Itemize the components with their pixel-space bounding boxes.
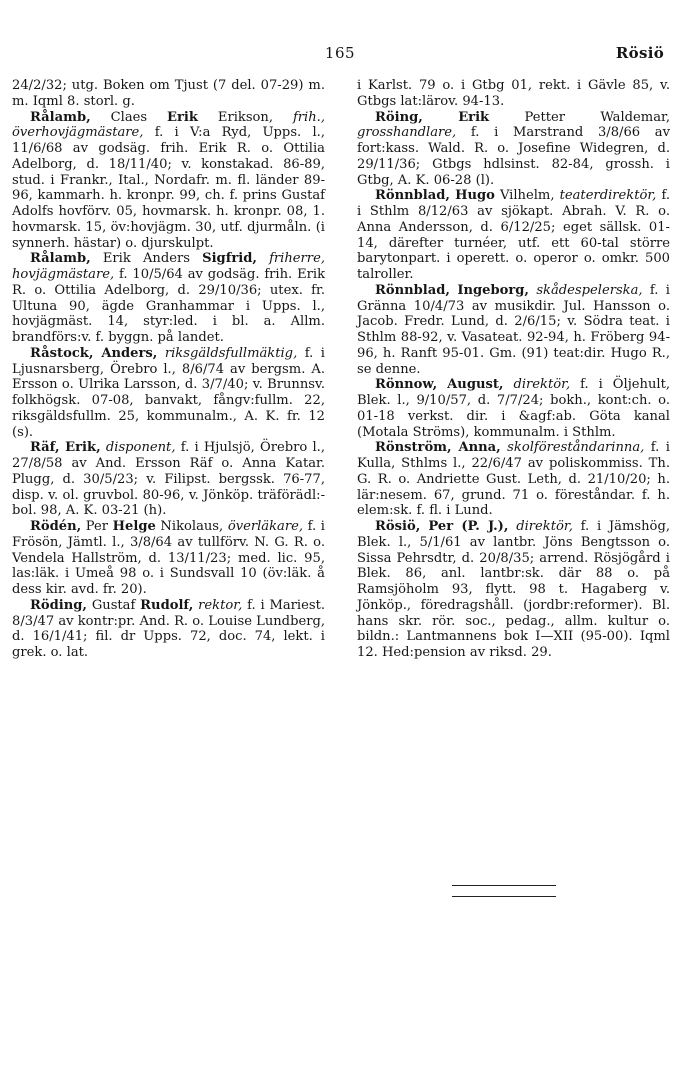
entry-surname: Röding, xyxy=(30,597,87,613)
entry-title: överläkare, xyxy=(227,519,304,534)
biography-entry xyxy=(12,598,325,661)
entry-title: rektor, xyxy=(198,597,243,613)
entry-text: f. i Sthlm 8/12/63 av sjökapt. Abrah. V. R. o. Anna Andersson, d. 6/12/25; eget sällsk. 01-14, därefter turnéer, utf. ett 60-tal större barytonpart. i operett. o. operor o. omkr. 500 talroller. xyxy=(357,188,670,282)
entry-continuation xyxy=(12,78,325,110)
entry-continuation xyxy=(357,78,670,110)
entry-call-name: Helge xyxy=(112,519,156,534)
biography-entry xyxy=(357,283,670,378)
entry-call-name: Ingeborg, xyxy=(457,282,529,298)
biography-entry xyxy=(12,110,325,252)
right-column xyxy=(357,78,670,661)
entry-given-names-rest: Petter Waldemar, xyxy=(524,109,670,125)
biography-entry xyxy=(12,251,325,346)
entry-title: friherre, hovjägmästare, xyxy=(12,251,325,282)
biography-entry xyxy=(357,519,670,661)
entry-given-names-rest: Vilhelm, xyxy=(499,188,555,204)
entry-given-names-rest: Erikson, xyxy=(217,109,274,125)
entry-surname: Rönström, Anna, xyxy=(375,440,501,456)
end-rule-second xyxy=(452,896,556,897)
entry-text: f. i Hjulsjö, Örebro l., 27/8/58 av And. Ersson Räf o. Anna Katar. Plugg, d. 30/5/23; v. Filipst. bergssk. 76-77, disp. v. ol. gruvbol. 80-96, v. Jönköp. träförädl:-bol. 98, A. K. 03-21 (h). xyxy=(12,440,325,519)
entry-text: f. i Marstrand 3/8/66 av fort:kass. Wald. R. o. Josefine Widegren, d. 29/11/36; Gtbgs hdlsinst. 82-84, grossh. i Gtbg, A. K. 06-28 (l). xyxy=(357,125,670,188)
entry-text: f. i Jämshög, Blek. l., 5/1/61 av lantbr. Jöns Bengtsson o. Sissa Pehrsdtr, d. 20/8/35; arrend. Rösjögård i Blek. 86, anl. lantbr:sk. där 88 o. på Ramsjöholm 93, flytt. 98 t. Hagaberg v. Jönköp., föredragshåll. (jordbr:reformer). Bl. hans skr. rör. soc., pedag., allm. kultur o. bildn.: Lantmannens bok I—XII (95-00). Iqml 12. Hed:pension av riksd. 29. xyxy=(357,519,670,660)
biography-entry xyxy=(12,440,325,519)
biography-entry xyxy=(12,519,325,598)
entry-surname: Röing, xyxy=(375,109,423,125)
biography-entry xyxy=(357,110,670,189)
entry-call-name: Erik xyxy=(167,109,198,125)
left-column xyxy=(12,78,325,661)
entry-surname: Rönnblad, xyxy=(375,188,450,204)
entry-call-name: August, xyxy=(447,377,504,393)
entry-surname: Räf, Erik, xyxy=(30,440,101,456)
biography-entry xyxy=(12,346,325,441)
end-rule xyxy=(452,885,556,886)
entry-given-names: Claes xyxy=(110,109,148,125)
page-number: 165 xyxy=(324,44,356,62)
entry-call-name: Hugo xyxy=(455,188,495,204)
entry-surname: Rödén, xyxy=(30,519,82,534)
entry-call-name: Erik xyxy=(458,109,490,125)
entry-given-names: Erik Anders xyxy=(102,251,190,267)
entry-surname: Råstock, Anders, xyxy=(30,345,158,361)
entry-text: f. i Frösön, Jämtl. l., 3/8/64 av tullförv. N. G. R. o. Vendela Hallström, d. 13/11/23; med. lic. 95, las:läk. i Umeå 98 o. i Sundsvall 10 (öv:läk. å dess kir. avd. fr. 20). xyxy=(12,519,325,597)
entry-title: teaterdirektör, xyxy=(559,188,657,204)
entry-title: skolföreståndarinna, xyxy=(507,440,645,456)
entry-title: frih., överhovjägmästare, xyxy=(12,109,326,141)
entry-surname: Rönnow, xyxy=(375,377,438,393)
entry-surname: Rålamb, xyxy=(30,251,91,267)
entry-title: grosshandlare, xyxy=(357,125,457,141)
entry-text: f. i Kulla, Sthlms l., 22/6/47 av poliskommiss. Th. G. R. o. Andriette Gust. Leth, d. 21/10/20; h. lär:nesem. 67, grund. 71 o. föreståndar. f. h. elem:sk. f. fl. i Lund. xyxy=(357,440,670,519)
entry-text: 24/2/32; utg. Boken om Tjust (7 del. 07-29) m. m. Iqml 8. storl. g. xyxy=(12,78,325,109)
biography-entry xyxy=(357,188,670,283)
entry-given-names: Per xyxy=(85,519,109,534)
entry-call-name: Sigfrid, xyxy=(202,251,257,267)
entry-text: f. i Ljusnarsberg, Örebro l., 8/6/74 av bergsm. A. Ersson o. Ulrika Larsson, d. 3/7/40; v. Brunnsv. folkhögsk. 07-08, banvakt, fångv:fullm. 22, riksgäldsfullm. 25, kommunalm., A. K. fr. 12 (s). xyxy=(12,345,325,440)
biography-entry xyxy=(357,440,670,519)
entry-text: f. i V:a Ryd, Upps. l., 11/6/68 av godsäg. frih. Erik R. o. Ottilia Adelborg, d. 18/11/40; v. konstakad. 86-89, stud. i Frankr., Ital., Nordafr. m. fl. länder 89-96, kammarh. h. kronpr. 99, ch. f. prins Gustaf Adolfs hovförv. 05, hovmarsk. h. kronpr. 08, 1. hovmarsk. 15, öv:hovjägm. 30, utf. djurmåln. (i synnerh. hästar) o. djurskulpt. xyxy=(12,125,325,251)
entry-text: f. i Gränna 10/4/73 av musikdir. Jul. Hansson o. Jacob. Fredr. Lund, d. 2/6/15; v. Södra teat. i Sthlm 88-92, v. Vasateat. 92-94, h. Fröberg 94-96, h. Ranft 95-01. Gm. (91) teat:dir. Hugo R., se denne. xyxy=(357,282,670,377)
entry-text: f. 10/5/64 av godsäg. frih. Erik R. o. Ottilia Adelborg, d. 29/10/36; utex. fr. Ultuna 90, ägde Granhammar i Upps. l., hovjägmäst. 14, styr:led. i bl. a. Allm. brandförs:v. f. byggn. på landet. xyxy=(12,267,326,345)
entry-surname: Rålamb, xyxy=(30,109,91,125)
entry-surname: Rösiö, Per (P. J.), xyxy=(375,519,509,534)
entry-given-names: Gustaf xyxy=(91,597,136,613)
entry-title: skådespelerska, xyxy=(536,282,643,298)
entry-text: f. i Öljehult, Blek. l., 9/10/57, d. 7/7/24; bokh., kont:ch. o. 01-18 verkst. dir. i &agf:ab. Göta kanal (Motala Ströms), kommunalm. i Sthlm. xyxy=(357,377,670,440)
running-head: Rösiö xyxy=(615,44,664,62)
entry-given-names-rest: Nikolaus, xyxy=(160,519,224,534)
entry-title: direktör, xyxy=(516,519,573,534)
entry-title: direktör, xyxy=(513,377,571,393)
entry-text: i Karlst. 79 o. i Gtbg 01, rekt. i Gävle 85, v. Gtbgs lat:lärov. 94-13. xyxy=(357,78,670,109)
entry-surname: Rönnblad, xyxy=(375,282,450,298)
biography-entry xyxy=(357,377,670,440)
entry-title: disponent, xyxy=(105,440,176,456)
entry-title: riksgäldsfullmäktig, xyxy=(164,345,298,361)
entry-text: f. i Mariest. 8/3/47 av kontr:pr. And. R. o. Louise Lundberg, d. 16/1/41; fil. dr Upps. 72, doc. 74, lekt. i grek. o. lat. xyxy=(12,597,325,660)
entry-call-name: Rudolf, xyxy=(140,597,194,613)
